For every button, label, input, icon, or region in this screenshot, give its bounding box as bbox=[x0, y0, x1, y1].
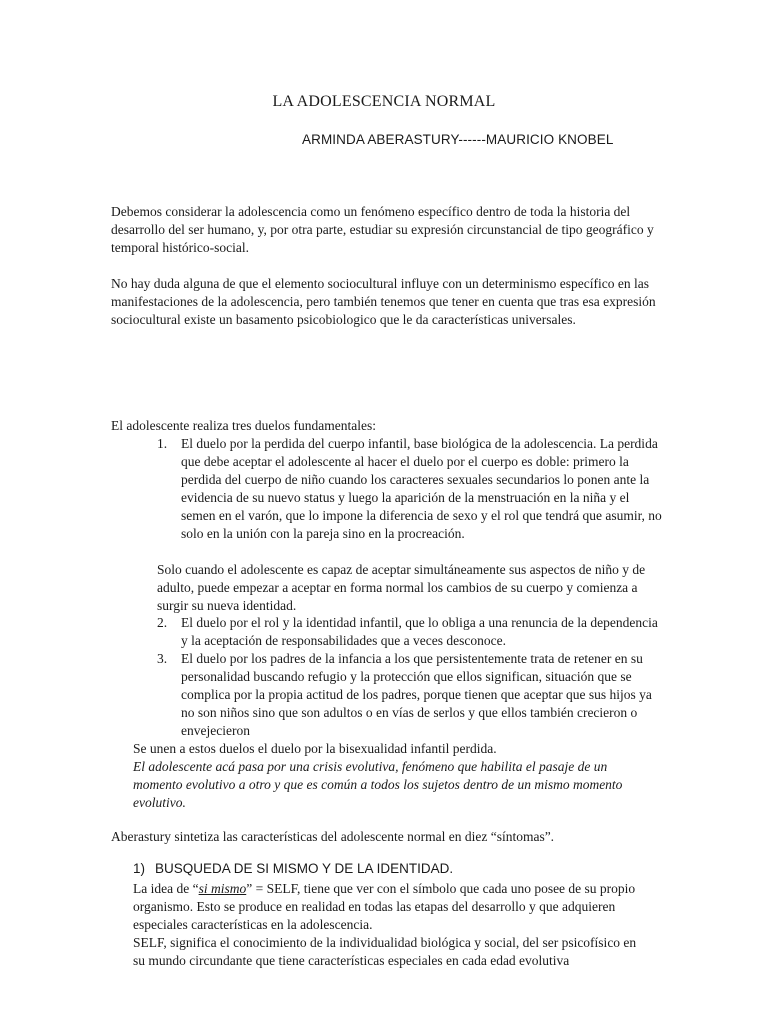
authors-line: ARMINDA ABERASTURY------MAURICIO KNOBEL bbox=[302, 132, 614, 147]
list-item: 2. El duelo por el rol y la identidad infantil, que lo obliga a una renuncia de la dependencia y la aceptación de responsabilidades que a veces desconoce. bbox=[157, 615, 658, 648]
sintomas-text: Aberastury sintetiza las características del adolescente normal en diez “síntomas”. bbox=[111, 829, 555, 844]
duelos-intro: El adolescente realiza tres duelos fundamentales: bbox=[111, 418, 377, 433]
duelos-list-1 bbox=[157, 435, 667, 543]
intro-paragraph-2: No hay duda alguna de que el elemento sociocultural influye con un determinismo específico en las manifestaciones de la adolescencia, pero también tenemos que tener en cuenta que tras esa expresión sociocultural existe un basamento psicobiologico que le da características universales. bbox=[111, 276, 656, 327]
intro-paragraph-1: Debemos considerar la adolescencia como un fenómeno específico dentro de toda la historia del desarrollo del ser humano, y, por otra parte, estudiar su expresión circunstancial de tipo geográfico y temporal histórico-social. bbox=[111, 204, 654, 255]
section-heading: 1) BUSQUEDA DE SI MISMO Y DE LA IDENTIDAD. bbox=[133, 861, 454, 876]
self-paragraph: SELF, significa el conocimiento de la individualidad biológica y social, del ser psicofísico en su mundo circundante que tiene características especiales en cada edad evolutiva bbox=[133, 935, 637, 968]
idea-paragraph: La idea de “si mismo” = SELF, tiene que ver con el símbolo que cada uno posee de su propio organismo. Esto se produce en realidad en todas las etapas del desarrollo y que adquieren especiales características en la adolescencia. bbox=[133, 881, 636, 932]
bisexualidad-text: Se unen a estos duelos el duelo por la bisexualidad infantil perdida. bbox=[133, 741, 497, 756]
crisis-text: El adolescente acá pasa por una crisis evolutiva, fenómeno que habilita el pasaje de un momento evolutivo a otro y que es común a todos los sujetos dentro de un mismo momento evolutivo. bbox=[133, 759, 623, 810]
list-item: 3. El duelo por los padres de la infancia a los que persistentemente trata de retener en su personalidad buscando refugio y la protección que ellos significan, situación que se complica por la propia actitud de los padres, porque tienen que aceptar que sus hijos ya no son niños sino que son adultos o en vías de serlos y que ellos también crecieron o envejecieron bbox=[157, 651, 652, 738]
list-item: 1. El duelo por la perdida del cuerpo infantil, base biológica de la adolescencia. La perdida que debe aceptar el adolescente al hacer el duelo por el cuerpo es doble: primero la perdida del cuerpo de niño cuando los caracteres sexuales secundarios lo ponen ante la evidencia de su nuevo status y luego la aparición de la menstruación en la niña y el semen en el varón, que lo impone la diferencia de sexo y el rol que tendrá que asumir, no solo en la unión con la pareja sino en la procreación. bbox=[157, 436, 662, 541]
duelo-note: Solo cuando el adolescente es capaz de aceptar simultáneamente sus aspectos de niño y de adulto, puede empezar a aceptar en forma normal los cambios de su cuerpo y comienza a surgir su nueva identidad. bbox=[157, 562, 646, 613]
si-mismo-term: si mismo bbox=[198, 881, 247, 896]
duelos-list-2 bbox=[157, 614, 667, 740]
document-title: LA ADOLESCENCIA NORMAL bbox=[272, 93, 496, 110]
